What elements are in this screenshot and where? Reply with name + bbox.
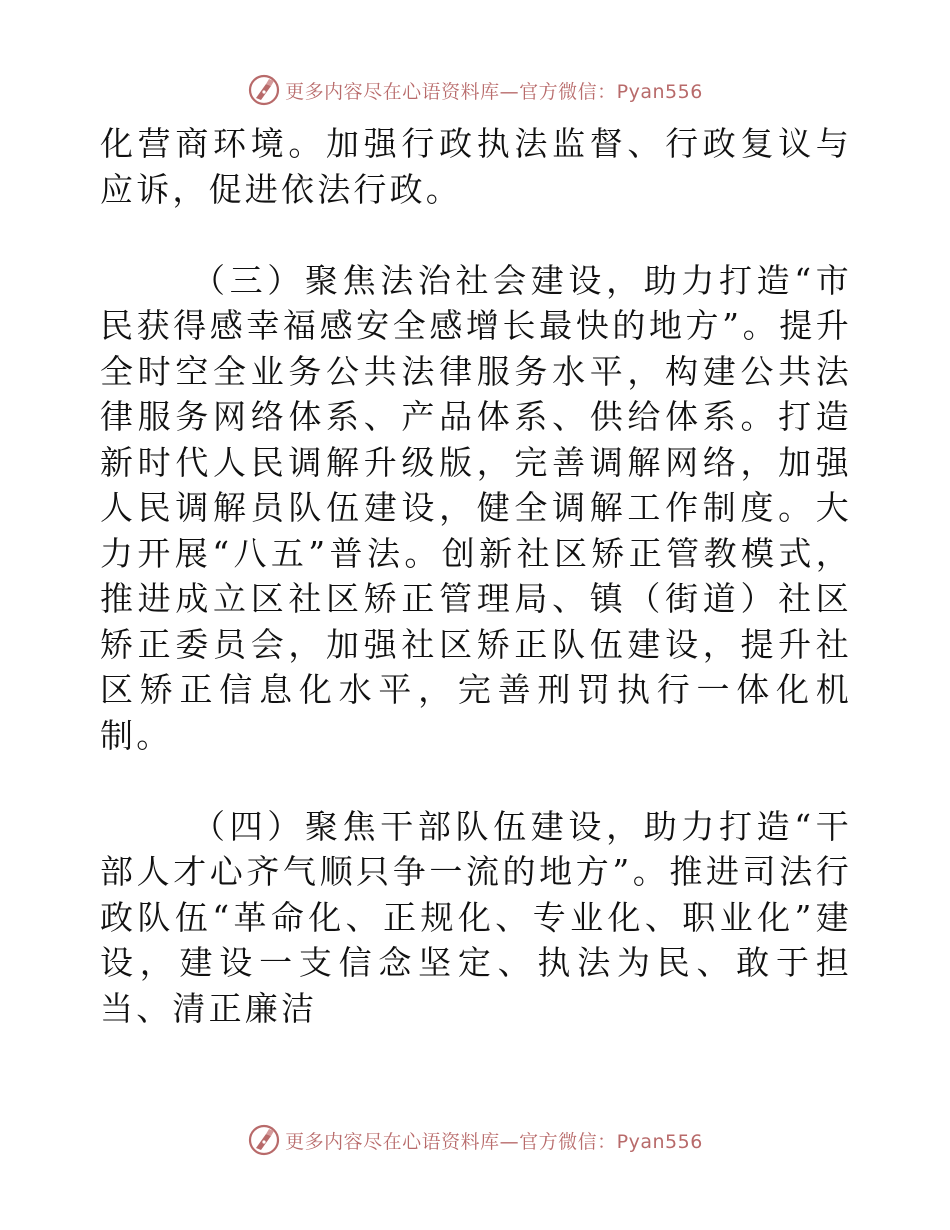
document-body bbox=[100, 121, 852, 1031]
paragraph-continuation: 化营商环境。加强行政执法监督、行政复议与应诉，促进依法行政。 bbox=[100, 124, 852, 209]
footer-watermark bbox=[0, 1120, 950, 1160]
paragraph-section-three: （三）聚焦法治社会建设，助力打造“市民获得感幸福感安全感增长最快的地方”。提升全时空全业务公共法律服务水平，构建公共法律服务网络体系、产品体系、供给体系。打造新时代人民调解升级版，完善调解网络，加强人民调解员队伍建设，健全调解工作制度。大力开展“八五”普法。创新社区矫正管教模式，推进成立区社区矫正管理局、镇（街道）社区矫正委员会，加强社区矫正队伍建设，提升社区矫正信息化水平，完善刑罚执行一体化机制。 bbox=[100, 260, 852, 755]
paragraph-section-four: （四）聚焦干部队伍建设，助力打造“干部人才心齐气顺只争一流的地方”。推进司法行政队伍“革命化、正规化、专业化、职业化”建设，建设一支信念坚定、执法为民、敢于担当、清正廉洁 bbox=[100, 806, 852, 1028]
pen-nib-logo-icon bbox=[247, 73, 281, 107]
header-watermark bbox=[0, 70, 950, 110]
header-watermark-text: 更多内容尽在心语资料库—官方微信：Pyan556 bbox=[285, 80, 703, 103]
footer-watermark-text: 更多内容尽在心语资料库—官方微信：Pyan556 bbox=[285, 1130, 703, 1153]
pen-nib-logo-icon bbox=[247, 1123, 281, 1157]
